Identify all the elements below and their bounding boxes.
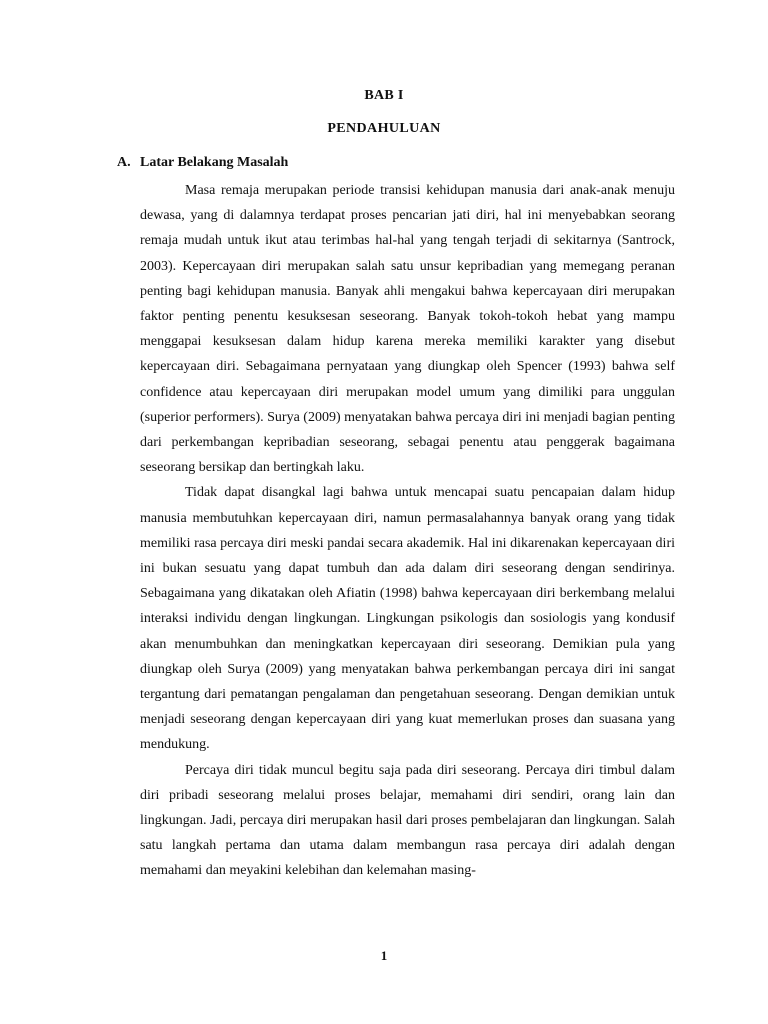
paragraph: Tidak dapat disangkal lagi bahwa untuk mencapai suatu pencapaian dalam hidup manusia membutuhkan kepercayaan diri, namun permasalahannya banyak orang yang tidak memiliki rasa percaya diri meski pandai secara akademik. Hal ini dikarenakan kepercayaan diri ini bukan sesuatu yang dapat tumbuh dan ada dalam diri seseorang dengan sendirinya. Sebagaimana yang dikatakan oleh Afiatin (1998) bahwa kepercayaan diri berkembang melalui interaksi individu dengan lingkungan. Lingkungan psikologis dan sosiologis yang kondusif akan menumbuhkan dan meningkatkan kepercayaan diri seseorang. Demikian pula yang diungkap oleh Surya (2009) yang menyatakan bahwa perkembangan percaya diri ini sangat tergantung dari pematangan pengalaman dan pengetahuan seseorang. Dengan demikian untuk menjadi seseorang dengan kepercayaan diri yang kuat memerlukan proses dan suasana yang mendukung.	[140, 485, 675, 753]
paragraph: Masa remaja merupakan periode transisi kehidupan manusia dari anak-anak menuju dewasa, yang di dalamnya terdapat proses pencarian jati diri, hal ini menyebabkan seorang remaja mudah untuk ikut atau terimbas hal-hal yang tengah terjadi di sekitarnya (Santrock, 2003). Kepercayaan diri merupakan salah satu unsur kepribadian yang memegang peranan penting bagi kehidupan manusia. Banyak ahli mengakui bahwa kepercayaan diri merupakan faktor penting penentu kesuksesan seseorang. Banyak tokoh-tokoh hebat yang mampu menggapai kesuksesan dalam hidup karena mereka memiliki karakter yang disebut kepercayaan diri. Sebagaimana pernyataan yang diungkap oleh Spencer (1993) bahwa self confidence atau kepercayaan diri merupakan model umum yang dimiliki para unggulan (superior performers). Surya (2009) menyatakan bahwa percaya diri ini menjadi bagian penting dari perkembangan kepribadian seseorang, sebagai penentu atau penggerak bagaimana seseorang bersikap dan bertingkah laku.	[140, 183, 675, 476]
page-number: 1	[380, 948, 388, 963]
section-title: Latar Belakang Masalah	[140, 155, 289, 170]
chapter-number: BAB I	[364, 88, 404, 103]
chapter-title: PENDAHULUAN	[327, 121, 441, 136]
section-marker: A.	[117, 155, 131, 170]
body-text	[140, 178, 675, 884]
paragraph: Percaya diri tidak muncul begitu saja pada diri seseorang. Percaya diri timbul dalam diri pribadi seseorang melalui proses belajar, memahami diri sendiri, orang lain dan lingkungan. Jadi, percaya diri merupakan hasil dari proses pembelajaran dan lingkungan. Salah satu langkah pertama dan utama dalam membangun rasa percaya diri adalah dengan memahami dan meyakini kelebihan dan kelemahan masing-	[140, 762, 675, 879]
section-heading	[117, 155, 288, 171]
